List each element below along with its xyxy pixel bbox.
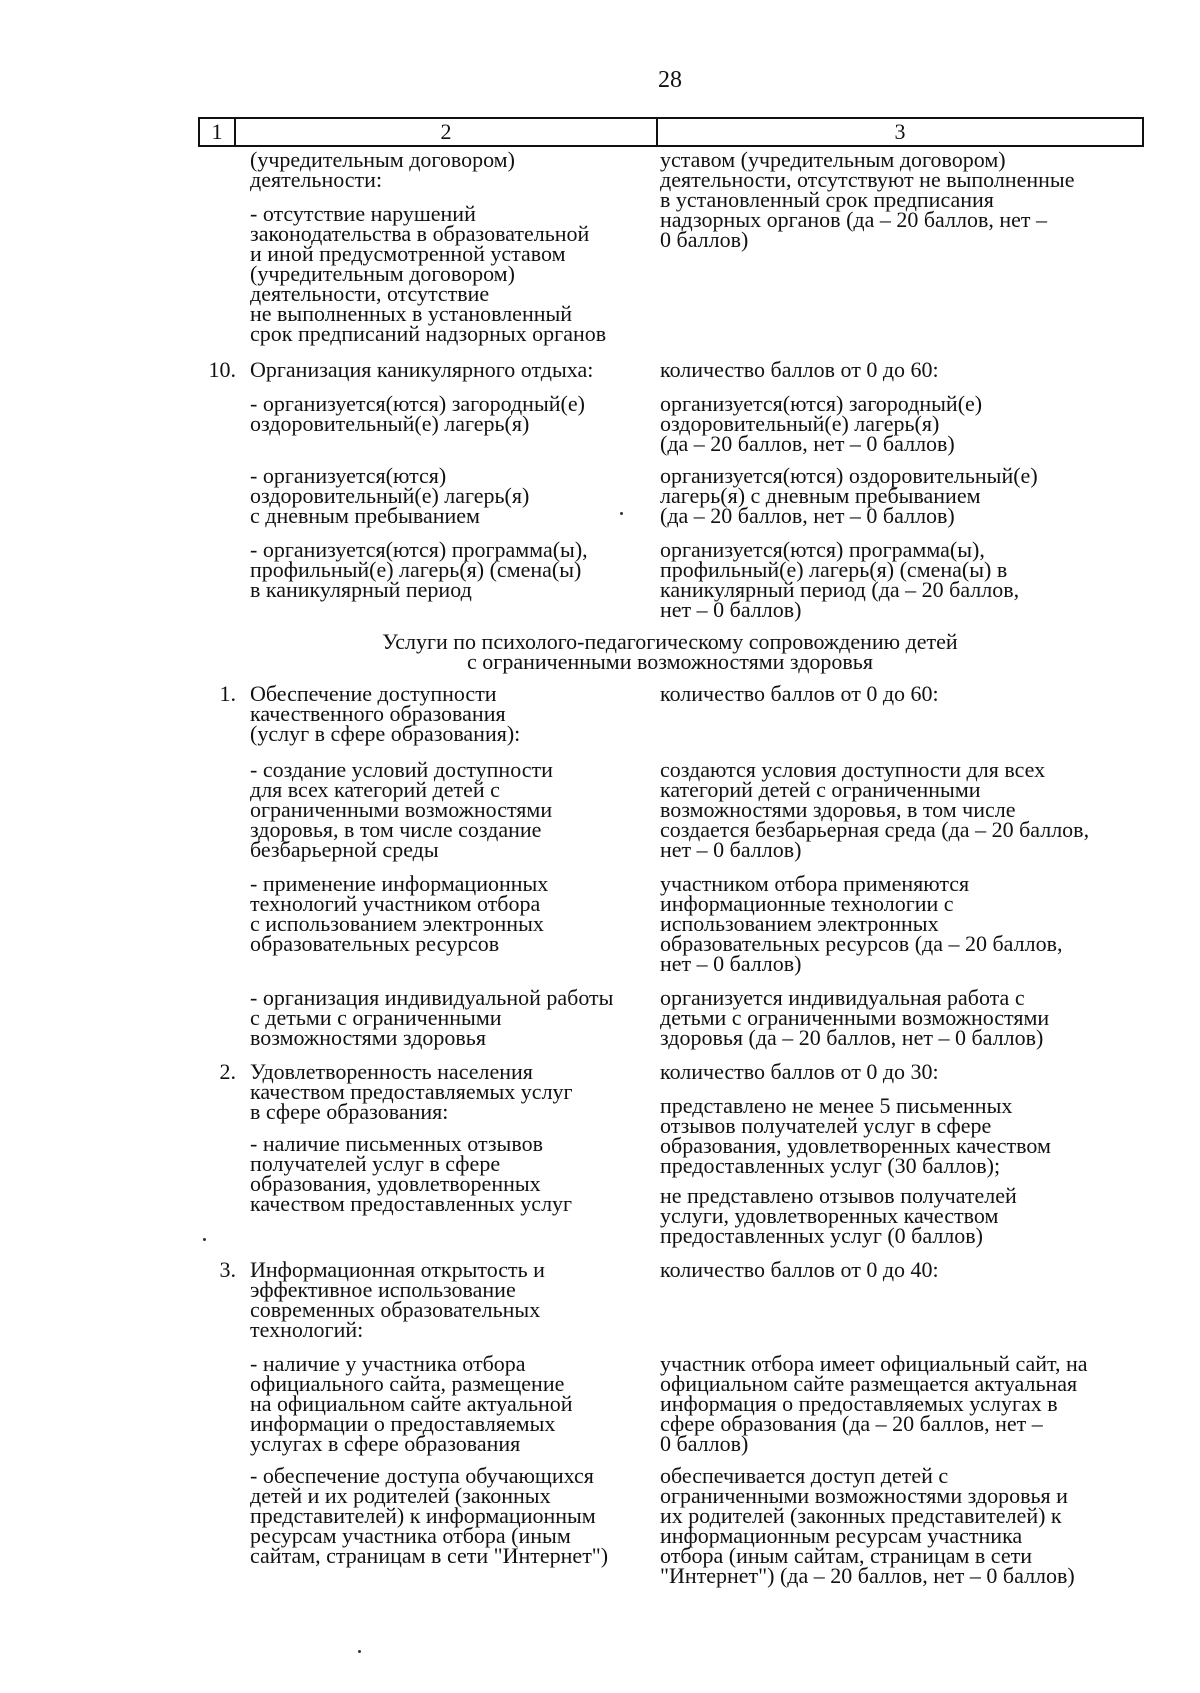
criterion-score: организуется индивидуальная работа с детьми с ограниченными возможностями здоровья (да – 20 баллов, нет – 0 баллов) <box>660 985 1050 1050</box>
criterion-item: - организуется(ются) программа(ы), профильный(е) лагерь(я) (смена(ы) в каникулярный период <box>250 537 588 602</box>
criterion-item: - наличие письменных отзывов получателей услуг в сфере образования, удовлетворенных качеством предоставленных услуг <box>250 1131 573 1216</box>
criterion-score: не представлено отзывов получателей услуги, удовлетворенных качеством предоставленных услуг (0 баллов) <box>660 1183 1017 1248</box>
criterion-score: представлено не менее 5 письменных отзывов получателей услуг в сфере образования, удовлетворенных качеством предоставленных услуг (30 баллов); <box>660 1093 1051 1178</box>
criterion-item: - создание условий доступности для всех категорий детей с ограниченными возможностями здоровья, в том числе создание безбарьерной среды <box>250 757 553 862</box>
header-col-2: 2 <box>440 119 452 144</box>
scan-speck <box>203 1238 206 1241</box>
criterion-score: создаются условия доступности для всех категорий детей с ограниченными возможностями здоровья, в том числе создается безбарьерная среда (да – 20 баллов, нет – 0 баллов) <box>660 757 1090 862</box>
continuation-col3: уставом (учредительным договором) деятельности, отсутствуют не выполненные в установленный срок предписания надзорных органов (да – 20 баллов, нет – 0 баллов) <box>660 147 1075 252</box>
scan-speck <box>358 1650 361 1653</box>
row-title: Информационная открытость и эффективное использование современных образовательных технологий: <box>250 1257 545 1342</box>
row-score-range: количество баллов от 0 до 30: <box>660 1059 939 1084</box>
scan-speck <box>620 512 623 515</box>
criterion-item: - применение информационных технологий участником отбора с использованием электронных образовательных ресурсов <box>250 871 549 956</box>
row-title: Удовлетворенность населения качеством предоставляемых услуг в сфере образования: <box>250 1059 573 1124</box>
criterion-score: участник отбора имеет официальный сайт, на официальном сайте размещается актуальная информация о предоставляемых услугах в сфере образования (да – 20 баллов, нет – 0 баллов) <box>660 1351 1088 1456</box>
section-title: Услуги по психолого-педагогическому сопровождению детей с ограниченными возможностями здоровья <box>382 629 958 674</box>
row-number: 1. <box>219 681 236 706</box>
criterion-item: - наличие у участника отбора официального сайта, размещение на официальном сайте актуальной информации о предоставляемых услугах в сфере образования <box>250 1351 573 1456</box>
page-number: 28 <box>658 67 682 93</box>
continuation-col2: (учредительным договором) деятельности: <box>250 147 515 192</box>
row-score-range: количество баллов от 0 до 60: <box>660 681 939 706</box>
criterion-item: - организация индивидуальной работы с детьми с ограниченными возможностями здоровья <box>250 985 614 1050</box>
row-number: 2. <box>219 1059 236 1084</box>
row-score-range: количество баллов от 0 до 60: <box>660 357 939 382</box>
continuation-col2-item: - отсутствие нарушений законодательства в образовательной и иной предусмотренной уставом (учредительным договором) деятельности, отсутствие не выполненных в установленный срок предписаний надзорных органов <box>250 201 607 346</box>
header-col-1: 1 <box>211 119 223 144</box>
row-title: Обеспечение доступности качественного образования (услуг в сфере образования): <box>250 681 521 746</box>
criterion-item: - организуется(ются) оздоровительный(е) лагерь(я) с дневным пребыванием <box>250 463 530 528</box>
criterion-score: организуется(ются) загородный(е) оздоровительный(е) лагерь(я) (да – 20 баллов, нет – 0 баллов) <box>660 391 983 456</box>
row-number: 10. <box>208 357 236 382</box>
criterion-item: - обеспечение доступа обучающихся детей и их родителей (законных представителей) к информационным ресурсам участника отбора (иным сайтам, страницам в сети "Интернет") <box>250 1463 609 1568</box>
table-header <box>198 117 1144 147</box>
criterion-item: - организуется(ются) загородный(е) оздоровительный(е) лагерь(я) <box>250 391 585 436</box>
row-score-range: количество баллов от 0 до 40: <box>660 1257 939 1282</box>
row-title: Организация каникулярного отдыха: <box>250 357 594 382</box>
criterion-score: организуется(ются) оздоровительный(е) лагерь(я) с дневным пребыванием (да – 20 баллов, нет – 0 баллов) <box>660 463 1038 528</box>
criterion-score: организуется(ются) программа(ы), профильный(е) лагерь(я) (смена(ы) в каникулярный период (да – 20 баллов, нет – 0 баллов) <box>660 537 1020 622</box>
criterion-score: обеспечивается доступ детей с ограниченными возможностями здоровья и их родителей (законных представителей) к информационным ресурсам участника отбора (иным сайтам, страницам в сети "Интернет") (да – 20 баллов, нет – 0 баллов) <box>660 1463 1075 1588</box>
row-number: 3. <box>219 1257 236 1282</box>
header-col-3: 3 <box>894 119 906 144</box>
criterion-score: участником отбора применяются информационные технологии с использованием электронных образовательных ресурсов (да – 20 баллов, нет – 0 баллов) <box>660 871 1063 976</box>
